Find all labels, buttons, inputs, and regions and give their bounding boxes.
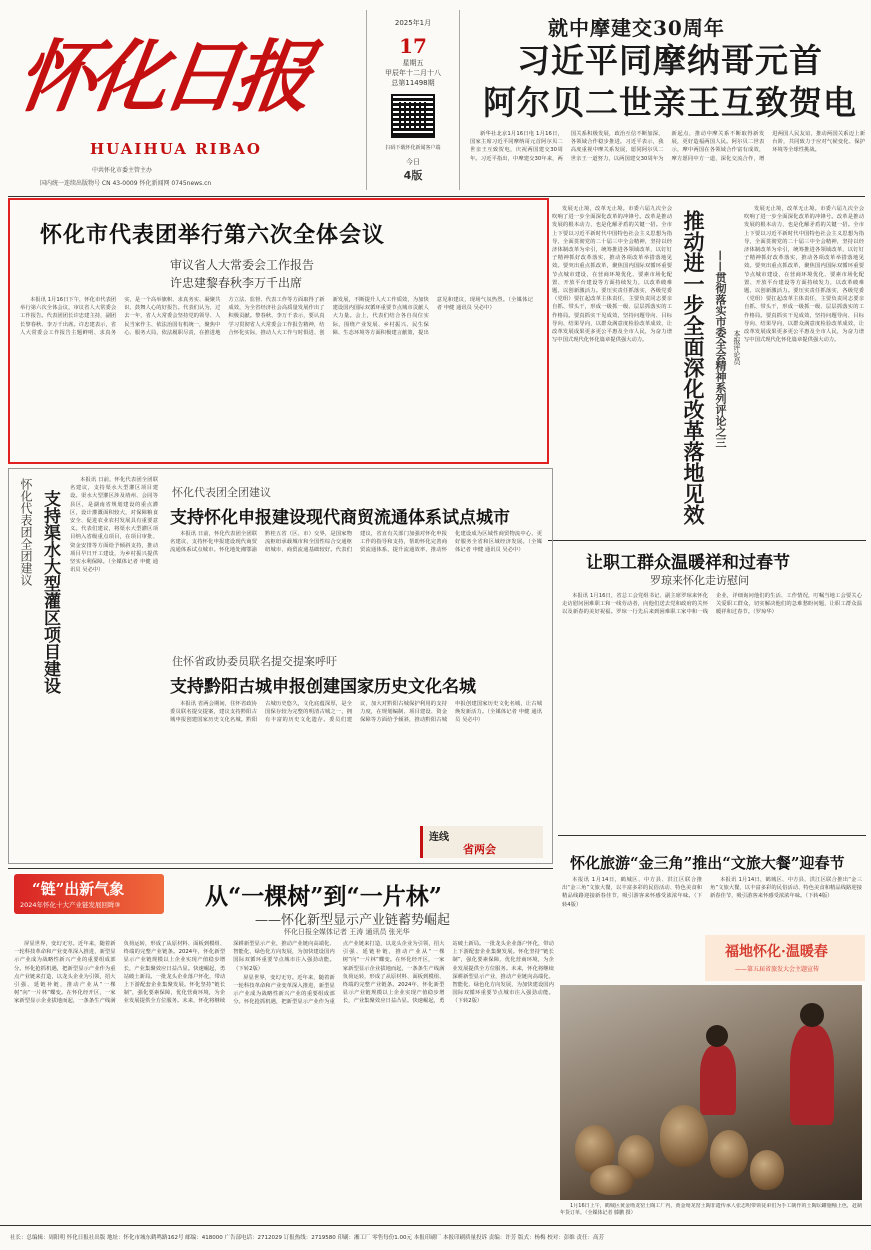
tourism-banner-sub: ——第五届省旅发大会主题宣传 [735, 966, 820, 973]
festival-title: 让职工群众温暖祥和过春节 [586, 553, 790, 573]
tourism-title: 怀化旅游“金三角”推出“文旅大餐”迎春节 [570, 854, 845, 872]
festival-sub: 罗琼来怀化走访慰问 [650, 574, 749, 587]
tag-bottom: 省两会 [463, 843, 496, 856]
photo-caption [560, 1203, 862, 1223]
photo-caption-text: 1月16日上午，鹤城区黄金坳龙窑土陶工厂内，黄金坳龙窑土陶非遗传承人张志明带领徒弟们为手工制作的土陶坛罐施釉上色，赶制年货订单。（全媒体记者 滕鹏 摄） [560, 1203, 862, 1216]
pages-label: 今日 [406, 158, 420, 166]
feature-badge-text: “链”出新气象 [32, 880, 125, 898]
congress-title: 怀化市代表团举行第六次全体会议 [40, 222, 386, 248]
provincial-sessions-tag [420, 826, 543, 858]
tourism-banner [705, 935, 865, 981]
tag-top: 连线 [429, 832, 449, 843]
lead-headline-line1: 习近平同摩纳哥元首 [517, 41, 823, 80]
pages-count: 4版 [403, 169, 423, 182]
lead-kicker: 就中摩建交30周年 [548, 16, 725, 40]
commentary-body-right [744, 205, 864, 535]
lead-body [470, 130, 865, 192]
commentary-byline: 本报评论员 [733, 330, 741, 365]
masthead-codes: 国内统一连续出版物号 CN 43-0009 怀化新闻网 0745news.cn [40, 180, 212, 187]
commentary-sub: ——贯彻落实市委全会精神系列评论之三 [714, 250, 727, 448]
feature-sub: ——怀化新型显示产业链蓄势崛起 [255, 913, 451, 928]
qr-code-icon[interactable] [391, 94, 435, 138]
feature-body-text: 屏显世界，变幻无穷。近年来，随着新一轮科技革命和产业变革深入推进，新型显示产业成为战略性新兴产业的重要组成部分。怀化抢抓机遇，把新型显示产业作为重点产业链来打造，以龙头企业为引领，招大引强、延链补链，推动产业从“一棵树”向“一片林”蝶变。在怀化经开区，一家家新型显示企业拔地而起，一条条生产线满负荷运转，形成了从原材料、面板到模组、终端的完整产业链条。2024年，怀化新型显示产业链规模以上企业实现产值稳步增长，产业集聚效应日益凸显。快速崛起，勇站破土新局。一批龙头企业落户怀化，带动上下游配套企业集聚发展。怀化坚持“链长制”，强化要素保障，优化营商环境，为企业发展提供全方位服务。未来，怀化将继续深耕新型显示产业，推动产业链向高端化、智能化、绿色化方向发展，为加快建设国内国际双循环重要节点城市注入强劲动能。（下转2版） [14, 941, 335, 1005]
feature-body-text-cont: 屏显世界，变幻无穷。近年来，随着新一轮科技革命和产业变革深入推进，新型显示产业成为战略性新兴产业的重要组成部分。怀化抢抓机遇，把新型显示产业作为重点产业链来打造，以龙头企业为引领，招大引强、延链补链，推动产业从“一棵树”向“一片林”蝶变。在怀化经开区，一家家新型显示企业拔地而起，一条条生产线满负荷运转，形成了从原材料、面板到模组、终端的完整产业链条。2024年，怀化新型显示产业链规模以上企业实现产值稳步增长，产业集聚效应日益凸显。快速崛起，勇站破土新局。一批龙头企业落户怀化，带动上下游配套企业集聚发展。怀化坚持“链长制”，强化要素保障，优化营商环境，为企业发展提供全方位服务。未来，怀化将继续深耕新型显示产业，推动产业链向高端化、智能化、绿色化方向发展，为加快建设国内国际双循环重要节点城市注入强劲动能。（下转2版） [233, 941, 554, 1006]
masthead-sponsor: 中共怀化市委主管主办 [92, 167, 153, 174]
date-day: 17 [399, 34, 427, 58]
page-footer [0, 1225, 871, 1250]
proposals-header: 怀化代表团全团建议 [19, 478, 33, 586]
tourism-body-right [710, 876, 862, 931]
issue-number: 总第11498期 [391, 79, 435, 87]
feature-badge [14, 874, 164, 914]
proposal-b-title: 支持怀化申报建设现代商贸流通体系试点城市 [170, 508, 510, 528]
congress-body [20, 296, 533, 456]
date-weekday: 星期五 [402, 59, 424, 67]
proposal-c-title: 支持黔阳古城申报创建国家历史文化名城 [170, 677, 476, 697]
congress-body-text: 本报讯 1月16日下午，怀化市代表团举行第六次全体会议，审议省人大常委会工作报告。代表团团长许忠建主持，副团长黎春秋、李万千出席。许忠建表示，省人大常委会工作报告主题鲜明、求真务实，是一个高举旗帜、求真务实、凝聚共识、鼓舞人心的好报告。代表们认为，过去一年，省人大常委会坚持党的领导、人民当家作主、依法治国有机统一，聚焦中心、服务大局，依法履职尽责，在推进地方立法、监督、代表工作等方面取得了新成效，为全省经济社会高质量发展作出了积极贡献。黎春秋、李万千表示，要认真学习贯彻省人大常委会工作报告精神，结合怀化实际，推动人大工作与时俱进、创新发展，不断提升人大工作质效，为加快建设国内国际双循环重要节点城市贡献人大力量。会上，代表们结合各自岗位实际，围绕产业发展、乡村振兴、民生保障、生态环境等方面积极建言献策，提出意见和建议，现场气氛热烈。（全媒体记者 申健 通讯员 吴必中） [20, 297, 533, 336]
proposal-b-header: 怀化代表团全团建议 [172, 486, 271, 499]
feature-body [14, 940, 554, 1220]
masthead-logo [11, 28, 358, 136]
feature-byline: 怀化日报全媒体记者 王涛 通讯员 张光华 [284, 928, 410, 936]
proposal-c-text: 本报讯 省两会期间，住怀省政协委员联名提交提案，建议支持黔阳古城申报创建国家历史文化名城。黔阳古城历史悠久，文化底蕴深厚，是全国保存较为完整的明清古城之一，拥有丰富的历史文化遗存。委员们建议，加大对黔阳古城保护利用的支持力度，在规划编制、项目建设、资金保障等方面给予倾斜，推动黔阳古城申报创建国家历史文化名城，让古城焕发新活力。（全媒体记者 申健 通讯员 吴必中） [170, 701, 542, 724]
feature-title: 从“一棵树”到“一片林” [205, 883, 442, 910]
date-box [366, 10, 460, 190]
footer-text: 社长：总编辑：周阳明 怀化日报社出版 地址：怀化市城东鹤鸣路162号 邮编：418000 广告部电话：2712029 订报热线：2719580 印刷：湘工厂 零售每份1.00元 本报印刷厂 本报印刷质量投诉 责编：许芳 版式：杨梅 校对：彭维 责任：高芳 [10, 1235, 604, 1241]
masthead-pinyin: HUAIHUA RIBAO [90, 140, 262, 158]
feature-badge-sub: 2024年怀化十大产业链发展回眸③ [20, 901, 121, 909]
festival-body-text: 本报讯 1月16日，省总工会党组书记、副主席罗琼来怀化走访慰问困难职工和一线劳动者，向他们送去党和政府的关怀以及新春的美好祝福。罗琼一行先后来到困难职工家中和一线企业，详细询问他们的生活、工作情况，叮嘱当地工会要关心关爱职工群众，切实解决他们的急难愁盼问题，让职工群众温暖祥和过春节。（罗琼华） [562, 593, 862, 616]
congress-article [8, 198, 549, 464]
date-line: 2025年1月 [394, 19, 432, 27]
date-lunar: 甲辰年十二月十八 [385, 69, 441, 77]
tourism-body-text-cont: 本报讯 1月14日，鹤城区、中方县、洪江区联合推出“金三角”文旅大餐，以丰富多彩的民俗活动、特色美食和精品线路迎接新春佳节，吸引游客来怀感受浓浓年味。（下转4版） [710, 877, 862, 900]
congress-sub2: 许忠建黎春秋李万千出席 [170, 276, 303, 290]
lead-body-text: 新华社北京1月16日电 1月16日，国家主席习近平同摩纳哥元首阿尔贝二世亲王互致贺电，庆祝两国建交30周年。习近平指出，中摩建交30年来，两国关系积极发展，政治互信不断加深，各领域合作稳步推进。习近平表示，我高度重视中摩关系发展，愿同阿尔贝二世亲王一道努力，以两国建交30周年为新起点，推动中摩关系不断取得新发展，更好造福两国人民。阿尔贝二世表示，摩中两国在各领域合作富有成效，摩方愿同中方一道，深化交流合作，增进两国人民友谊，推动两国关系迈上新台阶，共同致力于应对气候变化、保护环境等全球性挑战。 [470, 131, 865, 162]
tourism-body-text: 本报讯 1月14日，鹤城区、中方县、洪江区联合推出“金三角”文旅大餐，以丰富多彩的民俗活动、特色美食和精品线路迎接新春佳节，吸引游客来怀感受浓浓年味。（下转4版） [562, 877, 702, 908]
masthead-logo-text: 怀化日报 [11, 32, 313, 123]
qr-caption: 扫码下载怀化新闻客户端 [385, 145, 441, 151]
commentary-title: 推动进一步全面深化改革落地见效 [681, 210, 706, 525]
proposal-b-text: 本报讯 日前，怀化代表团全团联名建议，支持怀化申报建设现代商贸流通体系试点城市。怀化地处湘鄂渝黔桂五省（区、市）交界，是国家物流枢纽承载城市和全国性综合交通枢纽城市，商贸流通基础较好。代表们建议，省直有关部门加强对怀化申报工作的指导和支持，帮助怀化完善商贸流通体系，提升流通效率，推动怀化建设成为区域性商贸物流中心，更好服务全省和区域经济发展。（全媒体记者 申健 通讯员 吴必中） [170, 531, 542, 554]
proposal-c-header: 住怀省政协委员联名提交提案呼吁 [172, 655, 337, 668]
commentary-body-text-cont: 发展无止境，改革无止境。市委六届九次全会吹响了进一步全面深化改革的冲锋号。改革是推动发展的根本动力，也是化解矛盾的关键一招。全市上下要以习近平新时代中国特色社会主义思想为指导，全面贯彻党的二十届三中全会精神，坚持以经济体制改革为牵引，统筹推进各领域改革，以钉钉子精神抓好改革落实，推动各项改革举措落地见效。要突出重点抓改革，聚焦国内国际双循环重要节点城市建设，在营商环境优化、要素市场化配置、开放平台建设等方面持续发力，以改革破难题、以创新激活力。要压实责任抓落实，各级党委（党组）要扛起改革主体责任，主要负责同志要亲自抓、带头干，形成一级抓一级、层层抓落实的工作格局。要真抓实干见成效，坚持问题导向、目标导向、结果导向，以群众满意度检验改革成效，让改革发展成果更多更公平惠及全市人民，为奋力谱写中国式现代化怀化篇章提供强大动力。 [744, 206, 864, 344]
lead-headline-line2: 阿尔贝二世亲王互致贺电 [483, 83, 857, 122]
congress-sub1: 审议省人大常委会工作报告 [170, 258, 315, 272]
proposal-a-body [70, 476, 158, 856]
festival-body [562, 592, 862, 692]
commentary-body-text: 发展无止境，改革无止境。市委六届九次全会吹响了进一步全面深化改革的冲锋号。改革是推动发展的根本动力，也是化解矛盾的关键一招。全市上下要以习近平新时代中国特色社会主义思想为指导，全面贯彻党的二十届三中全会精神，坚持以经济体制改革为牵引，统筹推进各领域改革，以钉钉子精神抓好改革落实，推动各项改革举措落地见效。要突出重点抓改革，聚焦国内国际双循环重要节点城市建设，在营商环境优化、要素市场化配置、开放平台建设等方面持续发力，以改革破难题、以创新激活力。要压实责任抓落实，各级党委（党组）要扛起改革主体责任，主要负责同志要亲自抓、带头干，形成一级抓一级、层层抓落实的工作格局。要真抓实干见成效，坚持问题导向、目标导向、结果导向，以群众满意度检验改革成效，让改革发展成果更多更公平惠及全市人民，为奋力谱写中国式现代化怀化篇章提供强大动力。 [552, 206, 672, 344]
commentary-body-left [552, 205, 672, 535]
pottery-photo [560, 985, 862, 1200]
tourism-banner-text: 福地怀化·温暖春 [725, 944, 828, 960]
proposal-a-title: 支持渠水大型灌区项目建设 [40, 490, 60, 694]
lead-headline [470, 40, 870, 124]
proposal-b-body [170, 530, 542, 645]
proposal-a-text: 本报讯 日前，怀化代表团全团联名建议，支持渠水大型灌区项目建设。渠水大型灌区涉及靖州、会同等县区，是湖南省规划建设的重点灌区，设计灌溉面积较大，对保障粮食安全、促进农业农村发展具有重要意义。代表们建议，将渠水大型灌区项目纳入省级重点项目，在项目审批、资金安排等方面给予倾斜支持，推动项目早日开工建设，为乡村振兴提供坚实水利保障。（全媒体记者 申健 通讯员 吴必中） [70, 477, 158, 574]
